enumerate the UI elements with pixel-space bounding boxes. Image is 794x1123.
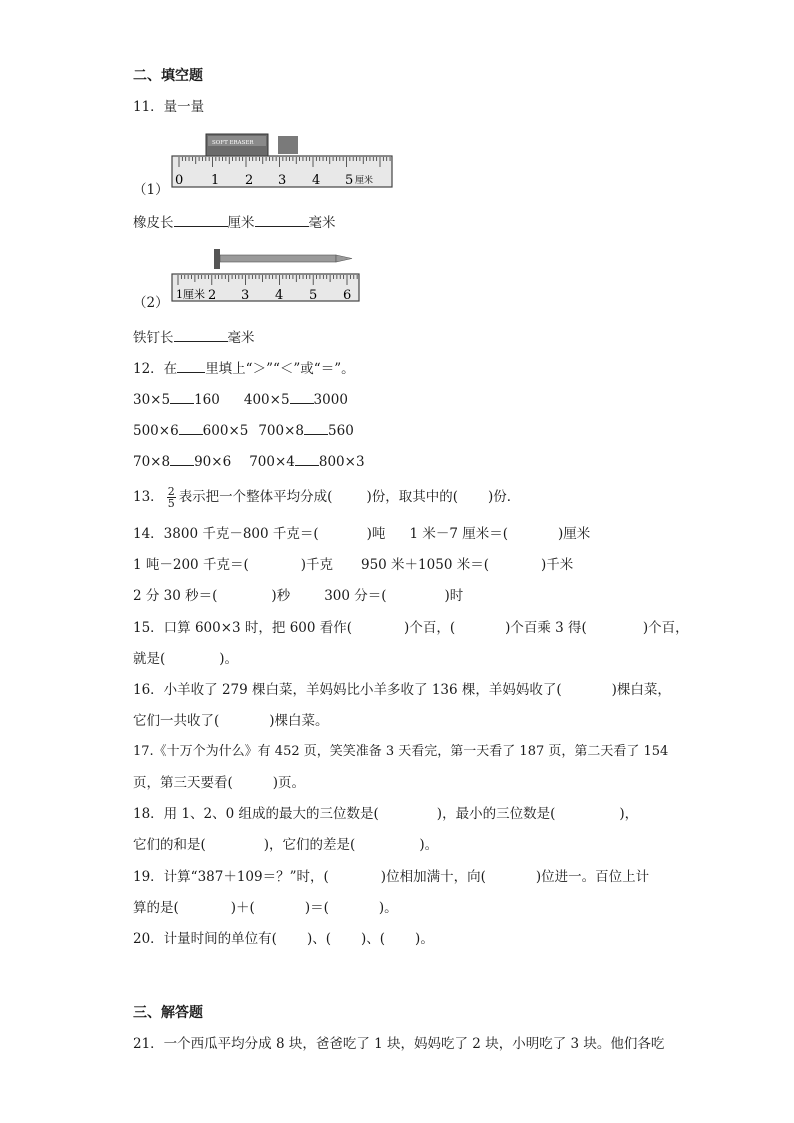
q14-text: )厘米 [557,526,591,542]
q18-text: )。 [419,837,439,853]
question-14-line-1 [133,524,590,544]
q15-text: 15．口算 600×3 时，把 600 看作( [133,620,353,636]
q12-row-2 [133,420,354,441]
q18-text: )， [619,806,639,822]
question-11-line-2 [133,327,255,348]
q12-intro-start: 12．在 [133,361,178,377]
q20-text: )。 [415,931,434,947]
question-14-line-3 [133,586,463,606]
q20-text: 20．计量时间的单位有( [133,931,277,947]
q18-text: )，最小的三位数是( [436,806,556,822]
question-14-line-2 [133,555,573,575]
question-19-line-2 [133,898,398,918]
q20-text: )、( [306,931,331,947]
question-15-line-2 [133,649,238,669]
q18-text: )，它们的差是( [263,837,356,853]
question-18-line-1 [133,804,638,824]
q19-text: )。 [378,900,398,916]
q15-text: )个百， [642,620,689,636]
q14-text: 2 分 30 秒＝( [133,588,218,604]
nail-length-label: 铁钉长 [133,330,174,346]
q12-expr: 560 [328,423,354,439]
q12-row-3 [133,451,365,472]
q19-text: 算的是( [133,900,179,916]
nail-tip [336,255,352,262]
q12-expr: 30×5 [133,392,171,408]
nail-shank [220,255,336,262]
ruler-2-label-5: 5 [309,288,318,303]
ruler-1-label-0: 0 [175,173,184,188]
fraction-two-fifths [167,486,176,509]
question-20 [133,929,434,949]
nail-head [214,249,220,269]
q14-text: )吨 [366,526,386,542]
eraser-cm-blank[interactable] [174,212,228,227]
q13-text-a: 表示把一个整体平均分成( [178,489,333,505]
q14-text: 300 分＝( [324,588,387,604]
q16-text: )棵白菜， [611,682,671,698]
q17-text: 页，第三天要看( [133,775,233,791]
q20-text: )、( [361,931,386,947]
fraction-denominator: 5 [167,497,175,510]
question-21: 21．一个西瓜平均分成 8 块，爸爸吃了 1 块，妈妈吃了 2 块，小明吃了 3 块。他们各吃 [133,1036,665,1052]
eraser-cm-unit: 厘米 [227,215,255,231]
fraction-numerator: 2 [167,485,175,498]
q12-intro-end: 里填上“＞”“＜”或“＝”。 [205,361,355,377]
q13-prefix: 13． [133,489,164,505]
q19-text: )位进一。百位上计 [535,869,650,885]
q14-text: 14．3800 千克－800 千克＝( [133,526,319,542]
ruler-1-unit: 厘米 [355,176,374,186]
ruler-2-label-3: 3 [241,288,250,303]
q12-row-1 [133,389,348,410]
ruler-2-unit: 1厘米 [176,288,205,301]
q18-text: 它们的和是( [133,837,206,853]
q17-text: )页。 [272,775,306,791]
q14-text: 1 吨－200 千克＝( [133,557,249,573]
q19-text: )＋( [230,900,255,916]
nail-ruler-figure [170,244,365,304]
q15-text: )个百乘 3 得( [505,620,587,636]
eraser-brand-text: SOFT ERASER [212,140,254,146]
question-13 [133,486,520,509]
question-16-line-2 [133,711,329,731]
section-heading-fill-blank: 二、填空题 [133,68,203,84]
question-15-line-1 [133,618,689,638]
q15-text: )个百，( [404,620,456,636]
ruler-1-label-4: 4 [312,173,321,188]
q12-expr: 90×6 [194,454,232,470]
q14-text: )千克 [300,557,333,573]
nail-mm-blank[interactable] [174,327,228,342]
q16-text: )棵白菜。 [269,713,329,729]
q14-text: 1 米－7 厘米＝( [409,526,508,542]
eraser-mm-blank[interactable] [255,212,309,227]
q12-expr: 600×5 [202,423,249,439]
question-18-line-2 [133,835,438,855]
q12-expr: 700×8 [258,423,305,439]
section-heading-word-problems: 三、解答题 [133,1005,203,1021]
q12-expr: 400×5 [243,392,290,408]
q14-text: )千米 [540,557,574,573]
q12-blank[interactable] [290,389,314,404]
q12-expr: 3000 [313,392,348,408]
q13-text-b: )份，取其中的( [366,489,459,505]
q14-text: )时 [444,588,464,604]
q13-text-c: )份． [488,489,521,505]
q12-blank[interactable] [179,420,203,435]
q19-text: )位相加满十，向( [380,869,486,885]
ruler-2-label-6: 6 [343,288,352,303]
q12-blank[interactable] [170,451,194,466]
question-16-line-1 [133,680,671,700]
eraser-ruler-figure [170,132,395,190]
q18-text: 18．用 1、2、0 组成的最大的三位数是( [133,806,379,822]
q19-text: 19．计算“387＋109＝？”时，( [133,869,329,885]
q15-text: )。 [219,651,239,667]
q12-blank[interactable] [295,451,319,466]
q12-blank[interactable] [170,389,194,404]
q12-expr: 160 [194,392,220,408]
figure-2-label: （2） [133,295,169,311]
figure-1-label: （1） [133,182,169,198]
eraser-length-label: 橡皮长 [133,215,174,231]
question-17-line-1: 17.《十万个为什么》有 452 页，笑笑准备 3 天看完，第一天看了 187 页，第二天看了 154 [133,744,669,759]
q12-expr: 700×4 [249,454,295,470]
q12-blank[interactable] [304,420,328,435]
question-17-line-2 [133,773,305,793]
question-11-title: 11．量一量 [133,99,205,115]
ruler-1-label-3: 3 [278,173,287,188]
question-19-line-1 [133,867,649,887]
ruler-1-label-5: 5 [345,173,354,188]
q16-text: 它们一共收了( [133,713,220,729]
q15-text: 就是( [133,651,166,667]
ruler-2-label-4: 4 [275,288,284,303]
eraser-end [278,136,298,154]
ruler-2-label-2: 2 [208,288,217,303]
question-12-intro [133,358,355,379]
ruler-1-label-2: 2 [245,173,254,188]
ruler-1-label-1: 1 [211,173,220,188]
q12-expr: 500×6 [133,423,179,439]
q16-text: 16．小羊收了 279 棵白菜，羊妈妈比小羊多收了 136 棵，羊妈妈收了( [133,682,562,698]
q14-text: )秒 [271,588,291,604]
q12-expr: 70×8 [133,454,171,470]
q12-expr: 800×3 [318,454,365,470]
q12-sample-blank [177,358,205,373]
q14-text: 950 米＋1050 米＝( [361,557,489,573]
eraser-mm-unit: 毫米 [308,215,336,231]
question-11-line-1 [133,212,336,233]
q19-text: )＝( [304,900,329,916]
nail-mm-unit: 毫米 [227,330,255,346]
